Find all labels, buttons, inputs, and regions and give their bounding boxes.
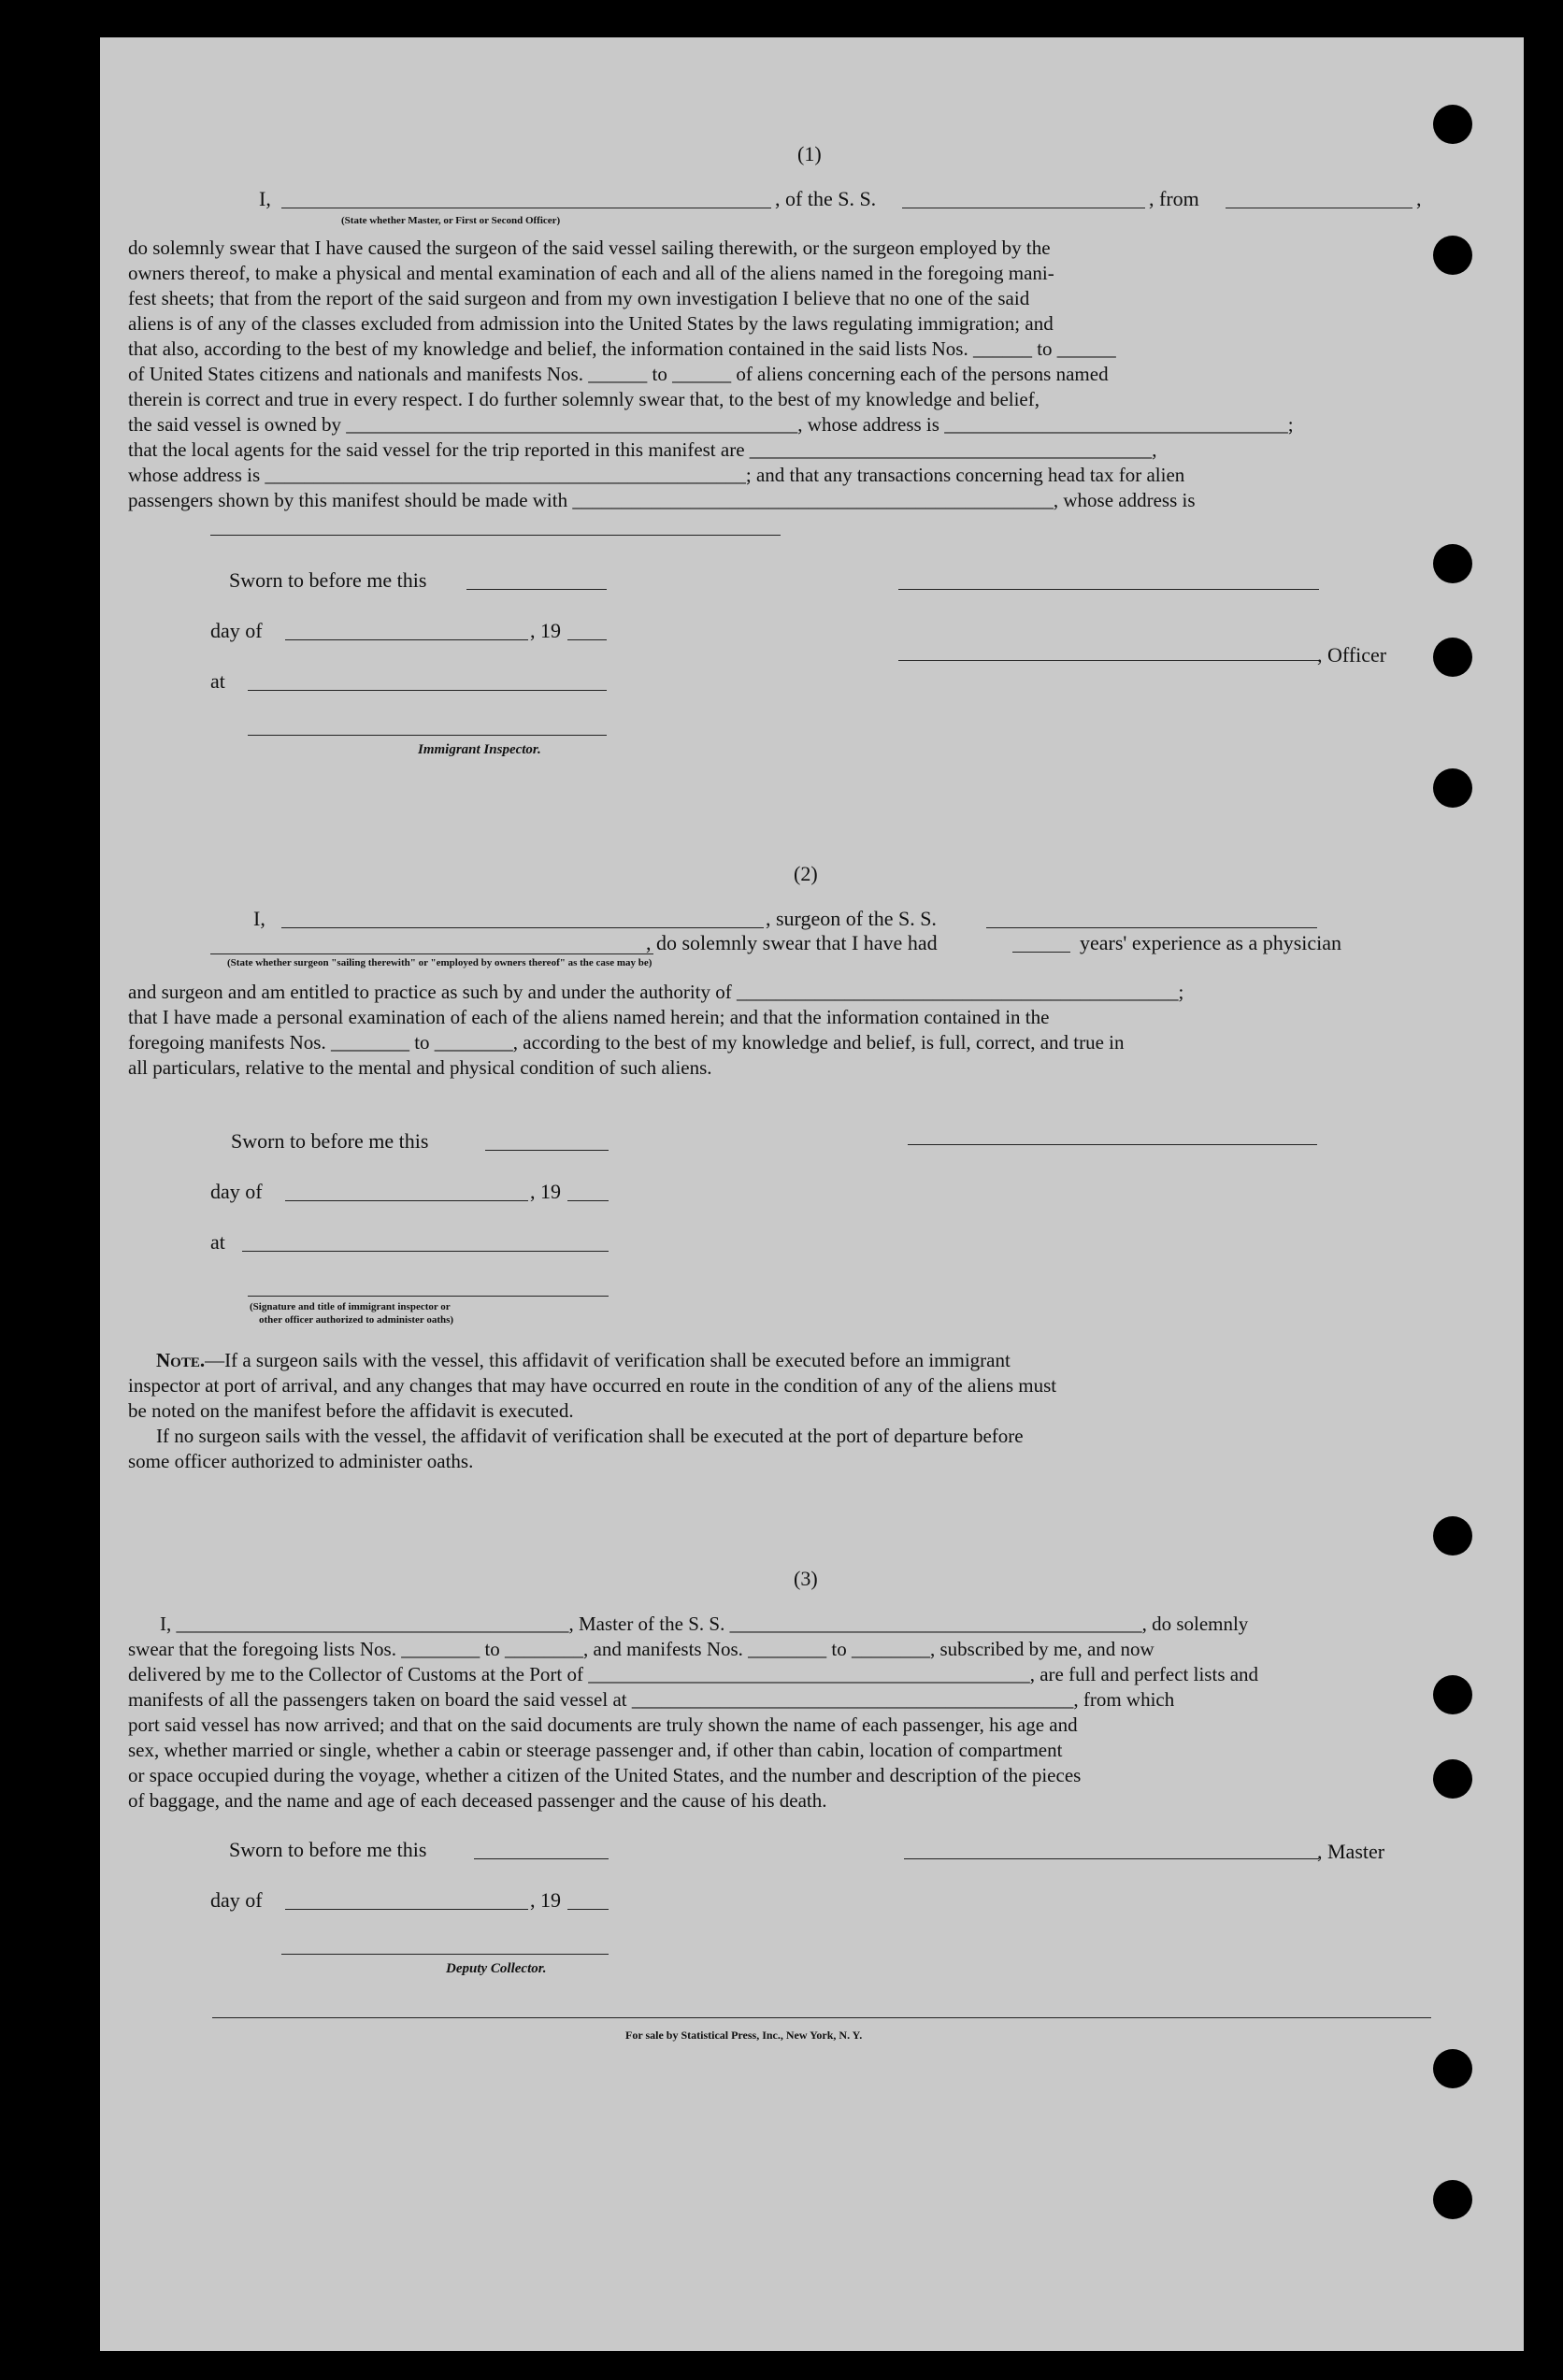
surgeon-status-field[interactable] <box>210 953 653 954</box>
master-signature-field[interactable] <box>904 1858 1319 1859</box>
day-of-label: day of <box>210 1888 263 1912</box>
collector-signature-field[interactable] <box>281 1954 609 1955</box>
section-1-number: (1) <box>797 142 822 165</box>
surgeon-vessel-field[interactable] <box>986 927 1317 928</box>
printer-credit: For sale by Statistical Press, Inc., New York, N. Y. <box>625 2029 863 2042</box>
inspector-signature-field[interactable] <box>248 735 607 736</box>
punch-hole <box>1433 1516 1472 1556</box>
officer-signature-field[interactable] <box>898 589 1319 590</box>
master-label: , Master <box>1317 1840 1385 1863</box>
punch-hole <box>1433 2049 1472 2088</box>
section-3-number: (3) <box>794 1567 818 1590</box>
officer-label: , Officer <box>1317 643 1387 667</box>
surgeon-name-field[interactable] <box>281 927 764 928</box>
section-1-oath-text: do solemnly swear that I have caused the surgeon of the said vessel sailing therewith, or the surgeon employed by the owners thereof, to make a physical and mental examination of each and all of the aliens named in the foregoing mani- fest sheets; that from the report of the said surgeon and from my own investigation I believe that no one of the said aliens is of any of the classes excluded from admission into the United States by the laws regulating immigration; and that also, according to the best of my knowledge and belief, the information contained in the said lists Nos. ______ to ______ of United States citizens and nationals and manifests Nos. ______ to ______ of aliens concerning each of the persons named therein is correct and true in every respect. I do further solemnly swear that, to the best of my knowledge and belief, the said vessel is owned by ______________________________________________, whose address is ___________________________________; that the local agents for the said vessel for the trip reported in this manifest are _________________________________________, whose address is _________________________________________________; and that any transactions concerning head tax for alien passengers shown by this manifest should be made with _________________________________________________, whose address is <box>128 237 1294 511</box>
at-place-field[interactable] <box>248 690 607 691</box>
surgeon-status-caption: (State whether surgeon "sailing therewith" or "employed by owners thereof" as the case may be) <box>227 957 652 968</box>
sworn-label: Sworn to before me this <box>229 568 427 592</box>
sworn-date-field[interactable] <box>466 589 607 590</box>
section-2-number: (2) <box>794 862 818 885</box>
punch-hole <box>1433 1759 1472 1799</box>
punch-hole <box>1433 2180 1472 2219</box>
punch-hole <box>1433 105 1472 144</box>
signature-caption-2: other officer authorized to administer oaths) <box>259 1314 454 1326</box>
swear-had-label: , do solemnly swear that I have had <box>646 931 938 954</box>
year-label: , 19 <box>530 1180 561 1203</box>
year-field[interactable] <box>567 1909 609 1910</box>
sworn-date-field[interactable] <box>485 1150 609 1151</box>
day-month-field[interactable] <box>285 1909 528 1910</box>
years-field[interactable] <box>1012 952 1070 953</box>
sworn-label: Sworn to before me this <box>229 1838 427 1861</box>
section-2-i: I, <box>253 907 265 930</box>
section-3-oath-text: I, ________________________________________, Master of the S. S. __________________________________________, do solemnly swear that the foregoing lists Nos. ________ to ________, and manifests Nos. ________ to ________, subscribed by me, and now delivered by me to the Collector of Customs at the Port of _____________________________________________, are full and perfect lists and manifests of all the passengers taken on board the said vessel at _____________________________________________, from which port said vessel has now arrived; and that on the said documents are truly shown the name of each passenger, his age and sex, whether married or single, whether a cabin or steerage passenger and, if other than cabin, location of compartment or space occupied during the voyage, whether a citizen of the United States, and the number and description of the pieces of baggage, and the name and age of each deceased passenger and the cause of his death. <box>128 1613 1259 1812</box>
section-2-note: Note.—If a surgeon sails with the vessel, this affidavit of verification shall be executed before an immigrant inspector at port of arrival, and any changes that may have occurred en route in the condition of any of the aliens must be noted on the manifest before the affidavit is executed. If no surgeon sails with the vessel, the affidavit of verification shall be executed at the port of departure before some officer authorized to administer oaths. <box>128 1349 1057 1472</box>
address-continuation-field[interactable] <box>210 535 781 536</box>
year-label: , 19 <box>530 619 561 642</box>
officer-name-field[interactable] <box>898 660 1319 661</box>
section-2-oath-text: and surgeon and am entitled to practice as such by and under the authority of _____________________________________________; that I have made a personal examination of each of the aliens named herein; and that the information contained in the foregoing manifests Nos. ________ to ________, according to the best of my knowledge and belief, is full, correct, and true in all particulars, relative to the mental and physical condition of such aliens. <box>128 981 1184 1079</box>
years-experience-label: years' experience as a physician <box>1080 931 1342 954</box>
manifest-page <box>100 37 1524 2351</box>
day-of-label: day of <box>210 619 263 642</box>
punch-hole <box>1433 236 1472 275</box>
footer-rule <box>212 2017 1431 2018</box>
from-label: , from <box>1149 187 1199 210</box>
comma: , <box>1416 187 1422 210</box>
day-of-label: day of <box>210 1180 263 1203</box>
day-month-field[interactable] <box>285 1200 528 1201</box>
surgeon-of-label: , surgeon of the S. S. <box>766 907 937 930</box>
punch-hole <box>1433 544 1472 583</box>
of-the-ss-label: , of the S. S. <box>775 187 877 210</box>
at-place-field[interactable] <box>242 1251 609 1252</box>
section-1-i: I, <box>259 187 271 210</box>
sworn-label: Sworn to before me this <box>231 1129 429 1153</box>
year-field[interactable] <box>567 1200 609 1201</box>
punch-hole <box>1433 1675 1472 1714</box>
signature-caption-1: (Signature and title of immigrant inspector or <box>250 1301 451 1312</box>
year-label: , 19 <box>530 1888 561 1912</box>
surgeon-signature-field[interactable] <box>908 1144 1317 1145</box>
inspector-caption: Immigrant Inspector. <box>418 742 541 757</box>
day-month-field[interactable] <box>285 639 528 640</box>
officer-rank-caption: (State whether Master, or First or Second Officer) <box>341 215 561 226</box>
inspector-signature-field[interactable] <box>248 1296 609 1297</box>
year-field[interactable] <box>567 639 607 640</box>
punch-hole <box>1433 768 1472 808</box>
sworn-date-field[interactable] <box>474 1858 609 1859</box>
at-label: at <box>210 669 225 693</box>
at-label: at <box>210 1230 225 1254</box>
collector-caption: Deputy Collector. <box>446 1961 547 1976</box>
punch-hole <box>1433 638 1472 677</box>
